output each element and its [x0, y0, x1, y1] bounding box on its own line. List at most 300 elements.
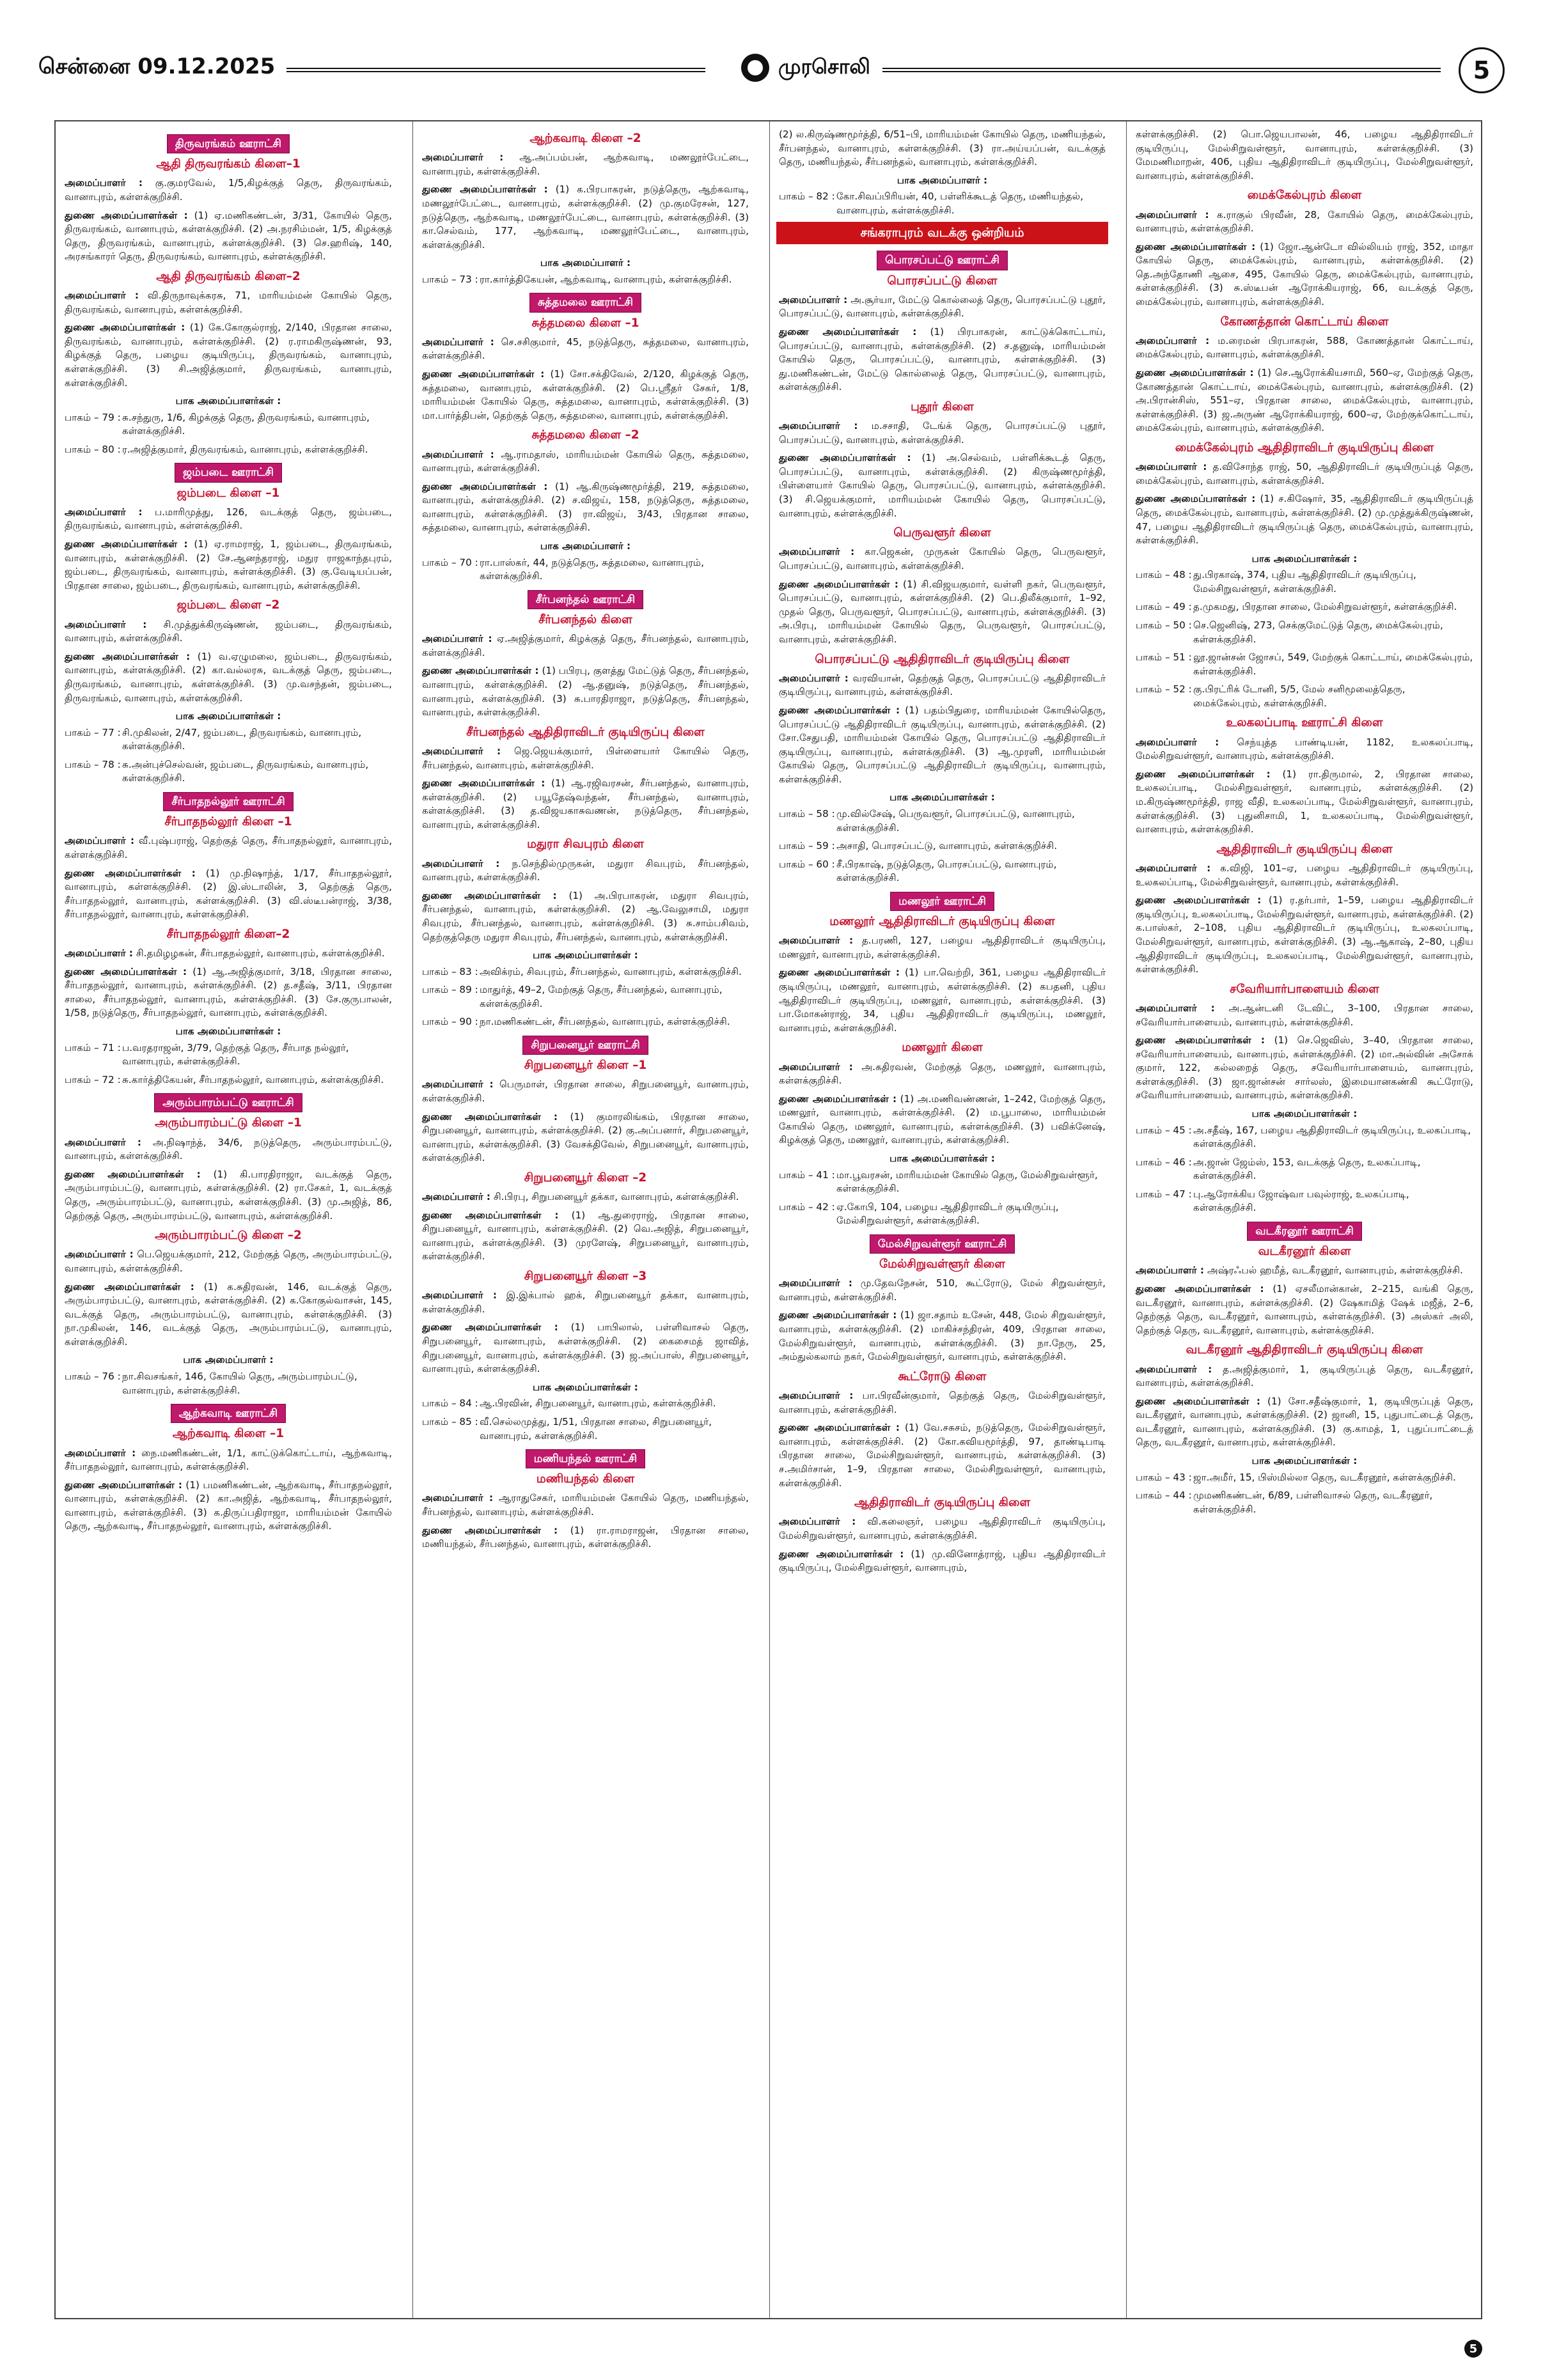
branch-heading: மைக்கேல்புரம் ஆதிதிராவிடர் குடியிருப்பு கிளை	[1175, 440, 1434, 455]
member-details: (1) குமாரலிங்கம், பிரதான சாலை, சிறுபனையூர், வானாபுரம், கள்ளக்குறிச்சி. (2) கு.அப்பனார், சிறுபனையூர், வானாபுரம், கள்ளக்குறிச்சி. (3) வேசக்திவேல், சிறுபனையூர், வானாபுரம், கள்ளக்குறிச்சி.	[422, 1110, 749, 1164]
member-details: (2) ல.கிருஷ்ணமூர்த்தி, 6/51–பி, மாரியம்மன் கோயில் தெரு, மணியந்தல், சீர்பனந்தல், வானாபுரம், கள்ளக்குறிச்சி. (3) ரா.அய்யப்பன், வடக்குத் தெரு, மணியந்தல், சீர்பனந்தல், வானாபுரம், கள்ளக்குறிச்சி.	[779, 128, 1106, 168]
role-label: அமைப்பாளர் :	[65, 947, 134, 960]
member-entry	[779, 672, 1106, 699]
panchayat-tag: மணியந்தல் ஊராட்சி	[526, 1449, 645, 1468]
booth-heading: பாக அமைப்பாளர்கள் :	[533, 949, 638, 961]
role-label: துணை அமைப்பாளர்கள் :	[65, 965, 187, 977]
branch-heading: மணலூர் ஆதிதிராவிடர் குடியிருப்பு கிளை	[829, 914, 1055, 928]
booth-label: பாகம் – 43 :	[1136, 1471, 1192, 1483]
member-details: (1) கி.பாரதிராஜா, வடக்குத் தெரு, அரும்பாரம்பட்டு, வானாபுரம், கள்ளக்குறிச்சி. (2) ரா.சேகர், 1, வடக்குத் தெரு, அரும்பாரம்பட்டு, வானாபுரம், கள்ளக்குறிச்சி. (3) மு.அஜித், 86, தெற்குத் தெரு, அரும்பாரம்பட்டு, வானாபுரம், கள்ளக்குறிச்சி.	[65, 1168, 393, 1222]
role-label: அமைப்பாளர் :	[779, 1061, 853, 1073]
member-details: செந்யுத்த பாண்டியன், 1182, உலகலப்பாடி, மேல்சிறுவள்ளூர், வானாபுரம், கள்ளக்குறிச்சி.	[1136, 736, 1473, 762]
booth-value: அசாதி, பொரசப்பட்டு, வானாபுரம், கள்ளக்குறிச்சி.	[836, 840, 1058, 852]
booth-value: அ.ஜான் ஜேம்ஸ், 153, வடக்குத் தெரு, உலகப்பாடி, கள்ளக்குறிச்சி.	[1193, 1156, 1421, 1182]
booth-label: பாகம் – 90 :	[422, 1016, 478, 1028]
member-details: (1) பாபிலால், பள்ளிவாசல் தெரு, சிறுபனையூர், வானாபுரம், கள்ளக்குறிச்சி. (2) கைசைமத் ஜாவித், சிறுபனையூர், வானாபுரம், கள்ளக்குறிச்சி. (3) ஜ.அப்பாஸ், சிறுபனையூர், வானாபுரம், கள்ளக்குறிச்சி.	[422, 1321, 749, 1375]
member-details: (1) பமணிகண்டன், ஆற்கவாடி, சீர்பாதநல்லூர், வானாபுரம், கள்ளக்குறிச்சி. (2) கா.அஜித், ஆற்கவாடி, சீர்பாதநல்லூர், வானாபுரம், கள்ளக்குறிச்சி. (3) க.திருப்பதிராஜா, மாரியம்மன் கோயில் தெரு, ஆற்கவாடி, சீர்பாதநல்லூர், வானாபுரம், கள்ளக்குறிச்சி.	[65, 1479, 393, 1532]
member-entry	[422, 368, 749, 423]
booth-label: பாகம் – 83 :	[422, 965, 478, 977]
booth-label: பாகம் – 41 :	[779, 1169, 835, 1181]
booth-entry	[65, 1073, 392, 1087]
member-entry	[1136, 366, 1473, 435]
member-details: மு.தேவநேசன், 510, கூட்ரோடு, மேல் சிறுவள்ளூர், வானாபுரம், கள்ளக்குறிச்சி.	[779, 1277, 1106, 1303]
role-label: துணை அமைப்பாளர்கள் :	[65, 650, 191, 662]
booth-value: வீ.செல்லமுத்து, 1/51, பிரதான சாலை, சிறுபனையூர், வானாபுரம், கள்ளக்குறிச்சி.	[480, 1415, 712, 1442]
member-entry	[422, 777, 749, 832]
member-details: ஆராதுசேகர், மாரியம்மன் கோயில் தெரு, மணியந்தல், சீர்பனந்தல், வானாபுரம், கள்ளக்குறிச்சி.	[422, 1492, 749, 1518]
branch-heading: ஜம்படை கிளை –2	[176, 598, 280, 612]
branch-heading: கூட்ரோடு கிளை	[898, 1369, 987, 1383]
role-label: அமைப்பாளர் :	[65, 835, 135, 847]
member-entry	[779, 578, 1106, 647]
member-details: அ.ஆன்டனி டேவிட், 3–100, பிரதான சாலை, சவேரியார்பாளையம், வானாபுரம், கள்ளக்குறிச்சி.	[1136, 1002, 1473, 1028]
booth-label: பாகம் – 47 :	[1136, 1188, 1192, 1200]
member-details: (1) அ.பிரபாகரன், மதுரா சிவபுரம், சீர்பனந்தல், வானாபுரம், கள்ளக்குறிச்சி. (2) ஆ.வேலுசாமி, மதுரா சிவபுரம், சீர்பனந்தல், வானாபுரம், கள்ளக்குறிச்சி. (3) சு.சாம்பசிவம், தெற்குத்தெரு மதுரா சிவபுரம், சீர்பனந்தல், வானாபுரம், கள்ளக்குறிச்சி.	[422, 889, 749, 943]
member-entry	[65, 834, 392, 862]
branch-heading: பொரசப்பட்டு கிளை	[887, 274, 998, 288]
member-details: த.பரணி, 127, பழைய ஆதிதிராவிடர் குடியிருப்பு, மணலூர், வானாபுரம், கள்ளக்குறிச்சி.	[779, 935, 1106, 960]
member-details: (1) பா.வெற்றி, 361, பழைய ஆதிதிராவிடர் குடியிருப்பு, மணலூர், வானாபுரம், கள்ளக்குறிச்சி. (2) கபதனி, புதிய ஆதிதிராவிடர் குடியிருப்பு, மணலூர், வானாபுரம், கள்ளக்குறிச்சி. (3) பா.மோகன்ராஜ், 34, புதிய ஆதிதிராவிடர் குடியிருப்பு, மணலூர், வானாபுரம், கள்ளக்குறிச்சி.	[779, 967, 1106, 1034]
member-entry	[65, 506, 392, 533]
booth-label: பாகம் – 42 :	[779, 1201, 835, 1213]
member-entry	[422, 1078, 749, 1105]
role-label: துணை அமைப்பாளர்கள் :	[779, 1309, 897, 1321]
role-label: துணை அமைப்பாளர்கள் :	[779, 1093, 897, 1105]
member-entry	[779, 1061, 1106, 1088]
member-details: சி.முத்துக்கிருஷ்ணன், ஜம்படை, திருவரங்கம், வானாபுரம், கள்ளக்குறிச்சி.	[65, 618, 393, 644]
column-3	[769, 121, 1115, 2318]
booth-value: லூ.ஜான்சன் ஜோசப், 549, மேற்குக் கொட்டாய், மைக்கேல்புரம், கள்ளக்குறிச்சி.	[1193, 651, 1473, 677]
panchayat-tag: திருவரங்கம் ஊராட்சி	[167, 134, 290, 153]
role-label: துணை அமைப்பாளர்கள் :	[1136, 367, 1254, 379]
member-details: (1) செ.ஜெவிஸ், 3–40, பிரதான சாலை, சவேரியார்பாளையம், வானாபுரம், கள்ளக்குறிச்சி. (2) மா.அல்வின் அசோக் குமார், 122, கல்லறைத் தெரு, சவேரியார்பாளையம், வானாபுரம், கள்ளக்குறிச்சி. (3) ஜா.ஜான்சன் சார்லஸ், இமையானகண்கி கூட்ரோடு, சவேரியார்பாளையம், வானாபுரம், கள்ளக்குறிச்சி.	[1136, 1034, 1474, 1101]
member-details: ஏ.அஜித்குமார், கிழக்குத் தெரு, சீர்பனந்தல், வானாபுரம், கள்ளக்குறிச்சி.	[422, 633, 749, 658]
role-label: துணை அமைப்பாளர்கள் :	[65, 1168, 201, 1180]
role-label: துணை அமைப்பாளர்கள் :	[65, 209, 188, 221]
booth-label: பாகம் – 51 :	[1136, 651, 1192, 664]
member-entry	[422, 889, 749, 944]
booth-label: பாகம் – 50 :	[1136, 619, 1192, 631]
member-entry	[779, 1515, 1106, 1543]
role-label: துணை அமைப்பாளர்கள் :	[1136, 240, 1256, 253]
booth-label: பாகம் – 76 :	[65, 1371, 121, 1383]
member-entry	[422, 1524, 749, 1552]
member-details: (1) ச.கிஷோர், 35, ஆதிதிராவிடர் குடியிருப்புத் தெரு, மைக்கேல்புரம், வானாபுரம், கள்ளக்குறிச்சி. (2) மு.முத்துக்கிருஷ்ணன், 47, பழைய ஆதிதிராவிடர் குடியிருப்புத் தெரு, மைக்கேல்புரம், வானாபுரம், கள்ளக்குறிச்சி.	[1136, 493, 1474, 547]
role-label: அமைப்பாளர் :	[1136, 208, 1209, 221]
role-label: அமைப்பாளர் :	[422, 448, 494, 460]
branch-heading: சீர்பாதநல்லூர் கிளை –1	[164, 815, 292, 829]
role-label: அமைப்பாளர் :	[422, 857, 500, 869]
member-entry	[422, 448, 749, 476]
role-label: அமைப்பாளர் :	[422, 1492, 494, 1504]
booth-heading: பாக அமைப்பாளர் :	[183, 1354, 274, 1366]
role-label: அமைப்பாளர் :	[779, 420, 858, 432]
member-details: த.விசோந்த ராஜ், 50, ஆதிதிராவிடர் குடியிருப்புத் தெரு, மைக்கேல்புரம், வானாபுரம், கள்ளக்குறிச்சி.	[1136, 461, 1474, 486]
branch-heading: புதூர் கிளை	[911, 400, 974, 414]
role-label: துணை அமைப்பாளர்கள் :	[422, 1321, 558, 1334]
role-label: அமைப்பாளர் :	[422, 633, 492, 645]
booth-label: பாகம் – 49 :	[1136, 601, 1192, 613]
role-label: அமைப்பாளர் :	[779, 1277, 852, 1289]
member-details: (1) க.பிரபாகரன், நடுத்தெரு, ஆற்கவாடி, மணலூர்பேட்டை, வானாபுரம், கள்ளக்குறிச்சி. (2) மு.குமரேசன், 127, நடுத்தெரு, ஆற்கவாடி, மணலூர்பேட்டை, வானாபுரம், கள்ளக்குறிச்சி. (3) கா.செல்வம், 177, ஆற்கவாடி, மணலூர்பேட்டை, வானாபுரம், கள்ளக்குறிச்சி.	[422, 183, 749, 251]
member-details: கா.ஜெகன், முருகன் கோயில் தெரு, பெருவளூர், பொரசப்பட்டு, வானாபுரம், கள்ளக்குறிச்சி.	[779, 546, 1106, 572]
booth-entry	[422, 1397, 749, 1411]
role-label: அமைப்பாளர் :	[65, 290, 139, 302]
role-label: துணை அமைப்பாளர்கள் :	[422, 183, 548, 196]
member-entry	[422, 1190, 749, 1204]
member-entry	[65, 321, 392, 390]
panchayat-tag: மணலூர் ஊராட்சி	[890, 892, 994, 911]
member-entry	[779, 325, 1106, 394]
booth-value: ரா.பாஸ்கர், 44, நடுத்தெரு, சுத்தமலை, வானாபுரம், கள்ளக்குறிச்சி.	[480, 556, 704, 582]
member-entry	[65, 1168, 392, 1223]
booth-value: கோ.சிவப்பிரியன், 40, பள்ளிக்கூடத் தெரு, மணியந்தல், வானாபுரம், கள்ளக்குறிச்சி.	[836, 191, 1084, 216]
member-details: அஷ்ரஃபல் ஹமீத், வடகீரனூர், வானாபுரம், கள்ளக்குறிச்சி.	[1207, 1264, 1463, 1277]
panchayat-tag: சீர்பனந்தல் ஊராட்சி	[528, 590, 643, 609]
panchayat-tag: சிறுபனையூர் ஊராட்சி	[522, 1036, 648, 1055]
member-details: (1) பபிரபு, குளத்து மேட்டுத் தெரு, சீர்பனந்தல், வானாபுரம், கள்ளக்குறிச்சி. (2) ஆ.தனுஷ், நடுத்தெரு, சீர்பனந்தல், வானாபுரம், கள்ளக்குறிச்சி. (3) சு.பாரதிராஜா, நடுத்தெரு, சீர்பனந்தல், வானாபுரம், கள்ளக்குறிச்சி.	[422, 665, 749, 719]
booth-entry	[779, 807, 1106, 835]
member-entry	[779, 1389, 1106, 1417]
booth-entry	[65, 726, 392, 754]
member-details: வி.கலைஞர், பழைய ஆதிதிராவிடர் குடியிருப்பு, மேல்சிறுவள்ளூர், வானாபுரம், கள்ளக்குறிச்சி.	[779, 1516, 1106, 1541]
role-label: அமைப்பாளர் :	[65, 506, 143, 518]
booth-label: பாகம் – 79 :	[65, 411, 121, 423]
branch-heading: ஆதி திருவரங்கம் கிளை–2	[156, 269, 301, 283]
member-entry	[422, 183, 749, 252]
branch-heading: ஆதிதிராவிடர் குடியிருப்பு கிளை	[854, 1496, 1031, 1510]
role-label: அமைப்பாளர் :	[65, 177, 143, 189]
booth-heading: பாக அமைப்பாளர்கள் :	[889, 1153, 995, 1165]
role-label: அமைப்பாளர் :	[1136, 334, 1210, 346]
booth-entry	[779, 1169, 1106, 1196]
member-entry	[65, 1248, 392, 1275]
booth-label: பாகம் – 60 :	[779, 858, 835, 870]
member-entry	[1136, 1363, 1473, 1390]
booth-value: நா.சிவசங்கர், 146, கோயில் தெரு, அரும்பாரம்பட்டு, வானாபுரம், கள்ளக்குறிச்சி.	[122, 1371, 357, 1396]
branch-heading: பொரசப்பட்டு ஆதிதிராவிடர் குடியிருப்பு கிளை	[815, 652, 1070, 666]
booth-label: பாகம் – 44 :	[1136, 1489, 1192, 1502]
member-entry	[65, 1479, 392, 1534]
role-label: அமைப்பாளர் :	[1136, 736, 1219, 748]
booth-value: செ.ஜெனிஷ், 273, செக்குமேட்டுத் தெரு, மைக்கேல்புரம், கள்ளக்குறிச்சி.	[1193, 619, 1443, 645]
member-entry	[65, 538, 392, 593]
member-entry	[1136, 1264, 1473, 1278]
branch-heading: மணலூர் கிளை	[902, 1041, 983, 1055]
location-date: சென்னை 09.12.2025	[38, 54, 276, 79]
member-details: (1) சி.விஜயகுமார், வள்ளி நகர், பெருவளூர், பொரசப்பட்டு, வானாபுரம், கள்ளக்குறிச்சி. (2) பெ.திலீக்குமார், 1–92, முதல் தெரு, பெருவளூர், பொரசப்பட்டு, வானாபுரம், கள்ளக்குறிச்சி. (3) அ.பிரபு, மாரியம்மன் கோயில் தெரு, பெருவளூர், பொரசப்பட்டு, வானாபுரம், கள்ளக்குறிச்சி.	[779, 578, 1106, 645]
member-entry	[779, 1093, 1106, 1147]
member-details: (1) ஏ.ராமராஜ், 1, ஜம்படை, திருவரங்கம், வானாபுரம், கள்ளக்குறிச்சி. (2) சே.ஆனந்தராஜ், மதுர ராஜகாந்தபுரம், ஜம்படை, திருவரங்கம், வானாபுரம், கள்ளக்குறிச்சி. (3) கு.வேடியப்பன், பிரதான சாலை, ஜம்படை, திருவரங்கம், வானாபுரம், கள்ளக்குறிச்சி.	[65, 538, 392, 591]
footer-page-number: 5	[1464, 2340, 1482, 2358]
member-details: (1) சோ.சக்திவேல், 2/120, கிழக்குத் தெரு, சுத்தமலை, வானாபுரம், கள்ளக்குறிச்சி. (2) பெ.ஸ்ரீதர் சேகர், 1/8, மாரியம்மன் கோயில் தெரு, சுத்தமலை, வானாபுரம், கள்ளக்குறிச்சி. (3) மா.பார்த்திபன், தெற்குத் தெரு, சுத்தமலை, வானாபுரம், கள்ளக்குறிச்சி.	[422, 368, 749, 421]
member-entry	[1136, 460, 1473, 488]
booth-heading: பாக அமைப்பாளர் :	[540, 540, 631, 552]
branch-heading: அரும்பாரம்பட்டு கிளை –2	[155, 1229, 302, 1243]
page-number-badge: 5	[1459, 47, 1505, 93]
column-1	[56, 121, 401, 2318]
booth-label: பாகம் – 80 :	[65, 443, 121, 455]
member-entry	[65, 1136, 392, 1163]
member-details: (1) கே.கோகுல்ராஜ், 2/140, பிரதான சாலை, திருவரங்கம், வானாபுரம், கள்ளக்குறிச்சி. (2) ர.ராமகிருஷ்ணன், 93, கிழக்குத் தெரு, பழைய குடியிருப்பு, திருவரங்கம், வானாபுரம், கள்ளக்குறிச்சி. (3) சி.அஜித்குமார், திருவரங்கம், வானாபுரம், கள்ளக்குறிச்சி.	[65, 322, 393, 389]
member-details: ப.மாரிமுத்து, 126, வடக்குத் தெரு, ஜம்படை, திருவரங்கம், வானாபுரம், கள்ளக்குறிச்சி.	[65, 506, 393, 532]
newspaper-title: முரசொலி	[778, 54, 870, 79]
role-label: துணை அமைப்பாளர்கள் :	[779, 967, 900, 979]
booth-entry	[1136, 1124, 1473, 1151]
member-entry	[1136, 894, 1473, 976]
member-entry	[779, 704, 1106, 786]
booth-value: ஆ.பிரவின், சிறுபனையூர், வானாபுரம், கள்ளக்குறிச்சி.	[480, 1397, 716, 1410]
booth-label: பாகம் – 52 :	[1136, 683, 1192, 696]
branch-heading: ஆதிதிராவிடர் குடியிருப்பு கிளை	[1216, 842, 1393, 856]
branch-heading: கோணத்தான் கொட்டாய் கிளை	[1220, 315, 1389, 329]
booth-heading: பாக அமைப்பாளர்கள் :	[175, 395, 281, 407]
booth-heading: பாக அமைப்பாளர்கள் :	[175, 1025, 281, 1037]
masthead-brand	[729, 51, 882, 84]
member-details: இ.இக்பால் ஹக், சிறுபனையூர் தக்கா, வானாபுரம், கள்ளக்குறிச்சி.	[422, 1289, 749, 1315]
member-details: (1) ஜோ.ஆன்டோ வில்லியம் ராஜ், 352, மாதா கோயில் தெரு, மைக்கேல்புரம், வானாபுரம், கள்ளக்குறிச்சி. (2) தெ.அந்தோணி ஆசை, 495, கோயில் தெரு, மைக்கேல்புரம், வானாபுரம், கள்ளக்குறிச்சி. (3) சு.ஸ்டீபன் ஆரோக்கியராஜ், 66, வடக்குத் தெரு, மைக்கேல்புரம், வானாபுரம், கள்ளக்குறிச்சி.	[1136, 240, 1474, 308]
member-details: (1) அ.மணிவண்ணன், 1–242, மேற்குத் தெரு, மணலூர், வானாபுரம், கள்ளக்குறிச்சி. (2) ம.பூபாலை, மாரியம்மன் கோயில் தெரு, மணலூர், வானாபுரம், கள்ளக்குறிச்சி. (3) பவிக்னேஷ், கிழக்குத் தெரு, மணலூர், வானாபுரம், கள்ளக்குறிச்சி.	[779, 1093, 1106, 1146]
member-details: க.ராகுல் பிரவீன், 28, கோயில் தெரு, மைக்கேல்புரம், வானாபுரம், கள்ளக்குறிச்சி.	[1136, 208, 1474, 235]
branch-heading: சிறுபனையூர் கிளை –3	[524, 1270, 647, 1284]
member-details: க.விஜி, 101–ஏ, பழைய ஆதிதிராவிடர் குடியிருப்பு, உலகலப்பாடி, மேல்சிறுவள்ளூர், வானாபுரம், கள்ளக்குறிச்சி.	[1136, 862, 1473, 888]
member-details: வரவியான், தெற்குத் தெரு, பொரசப்பட்டு ஆதிதிராவிடர் குடியிருப்பு, வானாபுரம், கள்ளக்குறிச்சி.	[779, 672, 1106, 698]
role-label: அமைப்பாளர் :	[65, 1136, 142, 1148]
member-details: நை.மணிகண்டன், 1/1, காட்டுக்கொட்டாய், ஆற்கவாடி, சீர்பாதநல்லூர், வானாபுரம், கள்ளக்குறிச்சி.	[65, 1447, 393, 1473]
member-details: (1) ஆ.கிருஷ்ணமூர்த்தி, 219, சுத்தமலை, வானாபுரம், கள்ளக்குறிச்சி. (2) ச.விஜய், 158, நடுத்தெரு, சுத்தமலை, வானாபுரம், கள்ளக்குறிச்சி. (3) ரா.விஜய், 3/43, பிரதான சாலை, சுத்தமலை, வானாபுரம், கள்ளக்குறிச்சி.	[422, 480, 749, 534]
role-label: அமைப்பாளர் :	[422, 1191, 491, 1203]
member-details: (1) ரா.திருமால், 2, பிரதான சாலை, உலகலப்பாடி, மேல்சிறுவள்ளூர், வானாபுரம், கள்ளக்குறிச்சி. (2) ம.கிருஷ்ணமூர்த்தி, ராஜ வீதி, உலகலப்பாடி, மேல்சிறுவள்ளூர், வானாபுரம், கள்ளக்குறிச்சி. (3) புதுனிசாமி, 1, உலகலப்பாடி, மேல்சிறுவள்ளூர், வானாபுரம், கள்ளக்குறிச்சி.	[1136, 768, 1474, 836]
member-details: (1) ஜா.சதாம் உசேன், 448, மேல் சிறுவள்ளூர், வானாபுரம், கள்ளக்குறிச்சி. (2) மாகிச்சந்திரன், 409, பிரதான சாலை, மேல்சிறுவள்ளூர், வானாபுரம், கள்ளக்குறிச்சி. (3) நா.நேரு, 25, அம்துல்கலாம் நகர், மேல்சிறுவள்ளூர், வானாபுரம், கள்ளக்குறிச்சி.	[779, 1309, 1106, 1363]
branch-heading: சுத்தமலை கிளை –2	[531, 428, 639, 442]
branch-heading: ஆற்கவாடி கிளை –2	[529, 132, 641, 145]
role-label: துணை அமைப்பாளர்கள் :	[422, 480, 548, 492]
role-label: அமைப்பாளர் :	[422, 336, 494, 348]
member-details: (1) ஆ.அஜித்குமார், 3/18, பிரதான சாலை, சீர்பாதநல்லூர், வானாபுரம், கள்ளக்குறிச்சி. (2) த.சதீஷ், 3/11, பிரதான சாலை, சீர்பாதநல்லூர், வானாபுரம், கள்ளக்குறிச்சி. (3) சே.குருபாலன், 1/58, நடுத்தெரு, சீர்பாதநல்லூர், வானாபுரம், கள்ளக்குறிச்சி.	[65, 965, 393, 1019]
member-details: (1) அ.செல்வம், பள்ளிக்கூடத் தெரு, பொரசப்பட்டு, வானாபுரம், கள்ளக்குறிச்சி. (2) கிருஷ்ணமூர்த்தி, பிள்ளையார் கோயில் தெரு, பொரசப்பட்டு, வானாபுரம், கள்ளக்குறிச்சி. (3) சி.ஜெயக்குமார், மாரியம்மன் கோயில் தெரு, பொரசப்பட்டு, வானாபுரம், கள்ளக்குறிச்சி.	[779, 452, 1106, 519]
member-entry	[65, 867, 392, 922]
booth-label: பாகம் – 45 :	[1136, 1124, 1192, 1136]
member-entry	[422, 336, 749, 363]
role-label: துணை அமைப்பாளர்கள் :	[1136, 768, 1271, 780]
booth-value: பு.ஆரோக்கிய ஜோஷ்வா பவுல்ராஜ், உலகப்பாடி, கள்ளக்குறிச்சி.	[1193, 1188, 1409, 1214]
booth-entry	[65, 1041, 392, 1069]
role-label: துணை அமைப்பாளர்கள் :	[1136, 493, 1256, 505]
member-details: (1) பிரபாகரன், காட்டுக்கொட்டாய், பொரசப்பட்டு, வானாபுரம், கள்ளக்குறிச்சி. (2) ச.தனுஷ், மாரியம்மன் கோயில் தெரு, பொரசப்பட்டு, வானாபுரம், கள்ளக்குறிச்சி. (3) து.மணிகண்டன், மேட்டு கொல்லைத் தெரு, பொரசப்பட்டு, வானாபுரம், கள்ளக்குறிச்சி.	[779, 325, 1106, 393]
role-label: துணை அமைப்பாளர்கள் :	[422, 1524, 558, 1536]
member-details: ந.செந்தில்முருகன், மதுரா சிவபுரம், சீர்பனந்தல், வானாபுரம், கள்ளக்குறிச்சி.	[422, 857, 749, 883]
panchayat-tag: ஆற்கவாடி ஊராட்சி	[171, 1404, 286, 1423]
role-label: துணை அமைப்பாளர்கள் :	[1136, 894, 1262, 906]
role-label: துணை அமைப்பாளர்கள் :	[422, 1209, 559, 1221]
booth-heading: பாக அமைப்பாளர்கள் :	[175, 710, 281, 722]
branch-heading: வடகீரனூர் ஆதிதிராவிடர் குடியிருப்பு கிளை	[1186, 1343, 1423, 1357]
role-label: அமைப்பாளர் :	[422, 1289, 497, 1302]
member-entry	[65, 1280, 392, 1349]
booth-value: அ.சதீஷ், 167, பழைய ஆதிதிராவிடர் குடியிருப்பு, உலகப்பாடி, கள்ளக்குறிச்சி.	[1193, 1124, 1471, 1150]
member-entry	[422, 1491, 749, 1519]
booth-value: மு.வில்சேஷ், பெருவளூர், பொரசப்பட்டு, வானாபுரம், கள்ளக்குறிச்சி.	[836, 807, 1075, 834]
booth-heading: பாக அமைப்பாளர்கள் :	[1251, 1455, 1358, 1467]
booth-entry	[1136, 1156, 1473, 1183]
booth-value: ப.வரதராஜன், 3/79, தெற்குத் தெரு, சீர்பாத நல்லூர், வானாபுரம், கள்ளக்குறிச்சி.	[122, 1041, 349, 1068]
booth-entry	[779, 1201, 1106, 1228]
member-details: (1) பதம்பிதுரை, மாரியம்மன் கோயில்தெரு, பொரசப்பட்டு ஆதிதிராவிடர் குடியிருப்பு, வானாபுரம், கள்ளக்குறிச்சி. (2) சோ.சேதுபதி, மாரியம்மன் கோயில் தெரு, பொரசப்பட்டு ஆதிதிராவிடர் குடியிருப்பு, வானாபுரம், கள்ளக்குறிச்சி. (3) ஆ.முரளி, மாரியம்மன் கோயில் தெரு, பொரசப்பட்டு ஆதிதிராவிடர் குடியிருப்பு, வானாபுரம், கள்ளக்குறிச்சி.	[779, 704, 1106, 785]
member-details: சி.பிரபு, சிறுபனையூர் தக்கா, வானாபுரம், கள்ளக்குறிச்சி.	[493, 1191, 739, 1203]
booth-entry	[422, 983, 749, 1011]
booth-entry	[422, 273, 749, 287]
role-label: துணை அமைப்பாளர்கள் :	[779, 325, 917, 338]
role-label: துணை அமைப்பாளர்கள் :	[1136, 1395, 1260, 1407]
member-entry	[779, 1309, 1106, 1364]
booth-entry	[779, 839, 1106, 853]
member-entry	[422, 1321, 749, 1376]
member-entry	[65, 965, 392, 1020]
member-entry	[779, 128, 1106, 169]
role-label: துணை அமைப்பாளர்கள் :	[65, 538, 188, 550]
member-entry	[1136, 128, 1473, 183]
member-details: (1) ஆ.ரஜிவரசன், சீர்பனந்தல், வானாபுரம், கள்ளக்குறிச்சி. (2) பயூதேஷ்வந்தன், சீர்பனந்தல், வானாபுரம், கள்ளக்குறிச்சி. (3) த.விஜயகாசுவணன், நடுத்தெரு, சீர்பனந்தல், வானாபுரம், கள்ளக்குறிச்சி.	[422, 777, 749, 830]
member-details: (1) செ.ஆரோக்கியசாமி, 560–ஏ, மேற்குத் தெரு, கோணத்தான் கொட்டாய், மைக்கேல்புரம், வானாபுரம், கள்ளக்குறிச்சி. (2) அ.பிரான்சிஸ், 551–ஏ, பிரதான சாலை, மைக்கேல்புரம், வானாபுரம், கள்ளக்குறிச்சி. (3) ஜ.அருண் ஆரோக்கியராஜ், 600–ஏ, மேற்குக்கொட்டாய், மைக்கேல்புரம், வானாபுரம், கள்ளக்குறிச்சி.	[1136, 367, 1473, 434]
booth-value: சு.சந்துரு, 1/6, கிழக்குத் தெரு, திருவரங்கம், வானாபுரம், கள்ளக்குறிச்சி.	[122, 411, 370, 437]
member-details: ஆ.ராமதாஸ், மாரியம்மன் கோயில் தெரு, சுத்தமலை, வானாபுரம், கள்ளக்குறிச்சி.	[422, 448, 749, 474]
member-details: (1) மு.நிஷாந்த், 1/17, சீர்பாதநல்லூர், வானாபுரம், கள்ளக்குறிச்சி. (2) இ.ஸ்டாலின், 3, தெற்குத் தெரு, சீர்பாதநல்லூர், வானாபுரம், கள்ளக்குறிச்சி. (3) வி.ஸ்டீபன்ராஜ், 3/38, சீர்பாதநல்லூர், வானாபுரம், கள்ளக்குறிச்சி.	[65, 867, 392, 921]
member-details: (1) க.சுதிரவன், 146, வடக்குத் தெரு, அரும்பாரம்பட்டு, வானாபுரம், கள்ளக்குறிச்சி. (2) க.கோகுல்வாசன், 145, வடக்குத் தெரு, அரும்பாரம்பட்டு, வானாபுரம், கள்ளக்குறிச்சி. (3) நா.முகிலன், 146, வடக்குத் தெரு, அரும்பாரம்பட்டு, வானாபுரம், கள்ளக்குறிச்சி.	[65, 1280, 392, 1348]
branch-heading: சவேரியார்பாளையம் கிளை	[1230, 982, 1379, 996]
booth-label: பாகம் – 78 :	[65, 758, 121, 770]
member-entry	[65, 1447, 392, 1474]
member-entry	[422, 664, 749, 719]
member-details: (1) ஏ.மணிகண்டன், 3/31, கோயில் தெரு, திருவரங்கம், வானாபுரம், கள்ளக்குறிச்சி. (2) அ.நரசிம்மன், 1/5, கிழக்குத் தெரு, திருவரங்கம், வானாபுரம், கள்ளக்குறிச்சி. (3) செ.ஹரிஷ், 140, அரசங்காரர் தெரு, திருவரங்கம், வானாபுரம், கள்ளக்குறிச்சி.	[65, 209, 392, 263]
role-label: துணை அமைப்பாளர்கள் :	[422, 1110, 558, 1123]
panchayat-tag: சுத்தமலை ஊராட்சி	[529, 293, 641, 312]
role-label: அமைப்பாளர் :	[422, 152, 504, 164]
masthead-rule-right	[838, 68, 1441, 72]
role-label: துணை அமைப்பாளர்கள் :	[1136, 1034, 1265, 1046]
masthead	[38, 54, 1505, 88]
role-label: துணை அமைப்பாளர்கள் :	[65, 1280, 194, 1293]
masthead-rule-left	[286, 68, 705, 72]
member-details: ம.ரைமன் பிரபாகரன், 588, கோணத்தான் கொட்டாய், மைக்கேல்புரம், வானாபுரம், கள்ளக்குறிச்சி.	[1136, 334, 1473, 361]
member-entry	[1136, 862, 1473, 889]
role-label: அமைப்பாளர் :	[1136, 1363, 1212, 1375]
member-details: ஜெ.ஜெயக்குமார், பிள்ளையார் கோயில் தெரு, சீர்பனந்தல், வானாபுரம், கள்ளக்குறிச்சி.	[422, 745, 749, 771]
booth-heading: பாக அமைப்பாளர்கள் :	[1251, 552, 1358, 564]
booth-value: த.முகமது, பிரதான சாலை, மேல்சிறுவள்ளூர், கள்ளக்குறிச்சி.	[1193, 601, 1457, 613]
booth-value: முமணிகண்டன், 6/89, பள்ளிவாசல் தெரு, வடகீரனூர், கள்ளக்குறிச்சி.	[1193, 1489, 1433, 1515]
member-details: சி.தமிழழகன், சீர்பாதநல்லூர், வானாபுரம், கள்ளக்குறிச்சி.	[136, 947, 385, 960]
role-label: துணை அமைப்பாளர்கள் :	[422, 368, 545, 380]
booth-label: பாகம் – 89 :	[422, 984, 478, 996]
member-details: கள்ளக்குறிச்சி. (2) பொ.ஜெயபாலன், 46, பழைய ஆதிதிராவிடர் குடியிருப்பு, மேல்சிறுவள்ளூர், வானாபுரம், கள்ளக்குறிச்சி. (3) மேமணிமாறன், 406, புதிய ஆதிதிராவிடர் குடியிருப்பு, மேல்சிறுவள்ளூர், வானாபுரம், கள்ளக்குறிச்சி.	[1136, 128, 1473, 182]
member-details: அ.கதிரவன், மேற்குத் தெரு, மணலூர், வானாபுரம், கள்ளக்குறிச்சி.	[779, 1061, 1106, 1087]
column-2	[412, 121, 758, 2318]
booth-entry	[422, 556, 749, 584]
member-entry	[422, 857, 749, 885]
member-entry	[65, 209, 392, 264]
branch-heading: சிறுபனையூர் கிளை –1	[524, 1059, 647, 1073]
member-entry	[779, 419, 1106, 447]
role-label: அமைப்பாளர் :	[422, 745, 501, 757]
member-entry	[65, 947, 392, 961]
role-label: துணை அமைப்பாளர்கள் :	[422, 777, 545, 789]
booth-entry	[422, 965, 749, 979]
member-entry	[1136, 334, 1473, 362]
booth-heading: பாக அமைப்பாளர் :	[897, 174, 988, 186]
booth-entry	[422, 1015, 749, 1029]
member-entry	[779, 1421, 1106, 1490]
branch-heading: மைக்கேல்புரம் கிளை	[1247, 189, 1362, 203]
member-details: (1) ர.தர்பார், 1–59, பழைய ஆதிதிராவிடர் குடியிருப்பு, உலகலப்பாடி, மேல்சிறுவள்ளூர், வானாபுரம், கள்ளக்குறிச்சி. (2) க.பாஸ்கர், 2–108, புதிய ஆதிதிராவிடர் குடியிருப்பு, உலகலப்பாடி, மேல்சிறுவள்ளூர், வானாபுரம், கள்ளக்குறிச்சி. (3) ஆ.ஆகாஷ், 2–80, புதிய ஆதிதிராவிடர் குடியிருப்பு, உலகலப்பாடி, மேல்சிறுவள்ளூர், வானாபுரம், கள்ளக்குறிச்சி.	[1136, 894, 1474, 976]
member-entry	[1136, 1002, 1473, 1029]
role-label: துணை அமைப்பாளர்கள் :	[779, 704, 900, 716]
booth-entry	[1136, 651, 1473, 678]
booth-value: சி.முகிலன், 2/47, ஜம்படை, திருவரங்கம், வானாபுரம், கள்ளக்குறிச்சி.	[122, 726, 362, 752]
booth-entry	[1136, 568, 1473, 596]
role-label: அமைப்பாளர் :	[1136, 1002, 1215, 1014]
branch-heading: சுத்தமலை கிளை –1	[531, 316, 639, 330]
member-entry	[1136, 1395, 1473, 1450]
role-label: அமைப்பாளர் :	[65, 1447, 136, 1459]
booth-value: து.பிரகாஷ், 374, புதிய ஆதிதிராவிடர் குடியிருப்பு, மேல்சிறுவள்ளூர், கள்ளக்குறிச்சி.	[1193, 569, 1416, 595]
member-entry	[422, 745, 749, 772]
role-label: அமைப்பாளர் :	[1136, 862, 1211, 875]
sun-logo-icon	[741, 54, 769, 82]
member-details: பா.பிரவீன்குமார், தெற்குத் தெரு, மேல்சிறுவள்ளூர், வானாபுரம், கள்ளக்குறிச்சி.	[779, 1390, 1106, 1415]
role-label: அமைப்பாளர் :	[65, 618, 147, 630]
member-details: (1) மு.வினோத்ராஜ், புதிய ஆதிதிராவிடர் குடியிருப்பு, மேல்சிறுவள்ளூர், வானாபுரம்,	[779, 1548, 1106, 1574]
member-details: ஆ.அப்பம்பன், ஆற்கவாடி, மணலூர்பேட்டை, வானாபுரம், கள்ளக்குறிச்சி.	[422, 152, 749, 177]
booth-value: நா.மணிகண்டன், சீர்பனந்தல், வானாபுரம், கள்ளக்குறிச்சி.	[480, 1016, 730, 1028]
booth-value: சு.அன்புச்செல்வன், ஜம்படை, திருவரங்கம், வானாபுரம், கள்ளக்குறிச்சி.	[122, 758, 369, 784]
member-details: செ.சசிகுமார், 45, நடுத்தெரு, சுத்தமலை, வானாபுரம், கள்ளக்குறிச்சி.	[422, 336, 749, 362]
member-entry	[65, 289, 392, 316]
member-entry	[1136, 1034, 1473, 1103]
member-entry	[1136, 768, 1473, 837]
role-label: அமைப்பாளர் :	[1136, 1264, 1205, 1277]
member-entry	[779, 451, 1106, 520]
booth-value: சு.கார்த்திகேயன், சீர்பாதநல்லூர், வானாபுரம், கள்ளக்குறிச்சி.	[122, 1073, 384, 1085]
member-entry	[422, 480, 749, 535]
booth-entry	[65, 1370, 392, 1397]
booth-value: சீ.பிரகாஷ், நடுத்தெரு, பொரசப்பட்டு, வானாபுரம், கள்ளக்குறிச்சி.	[836, 858, 1057, 884]
booth-entry	[1136, 1471, 1473, 1485]
member-details: (1) வ.ஏழுமலை, ஜம்படை, திருவரங்கம், வானாபுரம், கள்ளக்குறிச்சி. (2) கா.வல்லரசு, வடக்குத் தெரு, ஜம்படை, திருவரங்கம், வானாபுரம், கள்ளக்குறிச்சி. (3) மு.வசந்தன், ஜம்படை, திருவரங்கம், வானாபுரம், கள்ளக்குறிச்சி.	[65, 650, 392, 704]
panchayat-tag: அரும்பாரம்பட்டு ஊராட்சி	[154, 1093, 302, 1112]
member-details: (1) சோ.சதீஷ்குமார், 1, குடியிருப்புத் தெரு, வடகீரனூர், வானாபுரம், கள்ளக்குறிச்சி. (2) ஜானி, 15, புதுபாட்டைத் தெரு, வடகீரனூர், வானாபுரம், கள்ளக்குறிச்சி. (3) கு.காமத், 1, புதுப்பாட்டைத் தெரு, வடகீரனூர், வானாபுரம், கள்ளக்குறிச்சி.	[1136, 1395, 1473, 1449]
booth-label: பாகம் – 58 :	[779, 807, 835, 820]
member-entry	[1136, 1282, 1473, 1337]
member-entry	[422, 1110, 749, 1165]
member-details: அ.சூர்யா, மேட்டு கொல்லைத் தெரு, பொரசப்பட்டு புதூர், பொரசப்பட்டு, வானாபுரம், கள்ளக்குறிச்சி.	[779, 293, 1106, 320]
member-entry	[779, 934, 1106, 961]
role-label: துணை அமைப்பாளர்கள் :	[65, 867, 196, 879]
union-banner: சங்கராபுரம் வடக்கு ஒன்றியம்	[776, 222, 1108, 244]
branch-heading: சீர்பாதநல்லூர் கிளை–2	[166, 927, 290, 941]
member-entry	[779, 1277, 1106, 1304]
member-entry	[422, 151, 749, 178]
booth-entry	[422, 1415, 749, 1443]
booth-label: பாகம் – 82 :	[779, 191, 835, 203]
branch-heading: உலகலப்பாடி ஊராட்சி கிளை	[1226, 716, 1383, 730]
member-entry	[779, 1548, 1106, 1575]
booth-value: மா.பூவரசன், மாரியம்மன் கோயில் தெரு, மேல்சிறுவள்ளூர், கள்ளக்குறிச்சி.	[836, 1169, 1098, 1195]
article-frame	[54, 120, 1482, 2319]
role-label: அமைப்பாளர் :	[422, 1078, 494, 1091]
booth-entry	[1136, 619, 1473, 646]
panchayat-tag: வடகீரனூர் ஊராட்சி	[1247, 1222, 1362, 1241]
member-entry	[779, 545, 1106, 573]
